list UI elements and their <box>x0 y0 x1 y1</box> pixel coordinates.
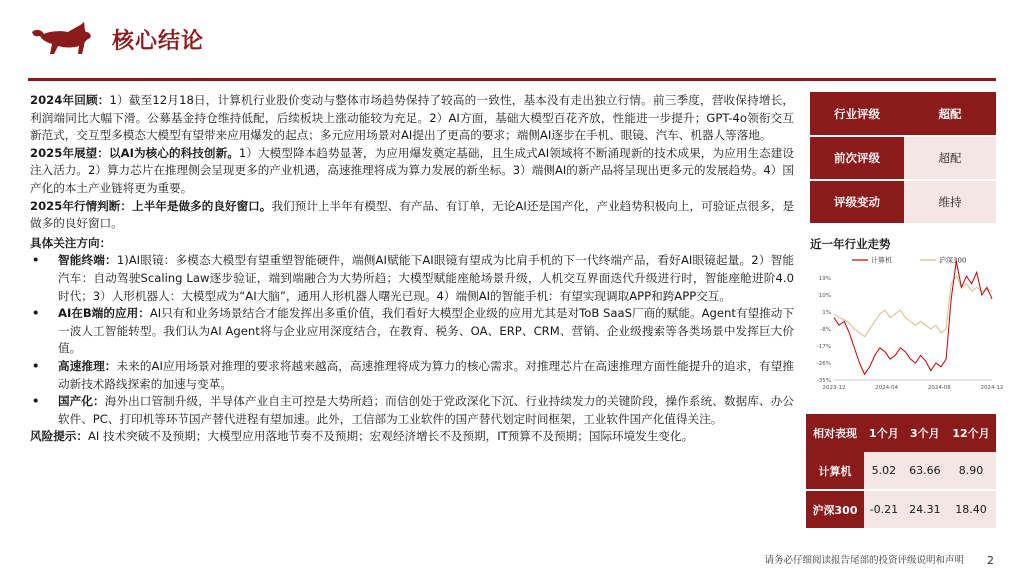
list-item <box>30 393 794 428</box>
brand-logo <box>28 18 94 58</box>
rating-value: 超配 <box>904 92 996 136</box>
chart-legend <box>852 256 966 265</box>
trend-chart <box>808 252 1004 396</box>
rating-label: 前次评级 <box>810 136 904 180</box>
table-header-cell: 1个月 <box>864 414 904 452</box>
x-tick-label: 2024-08 <box>927 385 951 391</box>
market-judgement-paragraph <box>30 198 794 233</box>
main-content <box>30 92 794 446</box>
y-tick-label: -8% <box>820 327 831 334</box>
list-item <box>30 305 794 358</box>
risk-paragraph <box>30 428 794 446</box>
bullet-body: AI只有和业务场景结合才能发挥出多重价值，我们看好大模型企业级的应用尤其是对ToB SaaS厂商的赋能。Agent有望推动下一波人工智能转型。我们认为AI Agent将与企业应用深度结合，在教育、税务、OA、ERP、CRM、营销、企业级搜索等各类场景中发挥巨大价值。 <box>58 306 794 356</box>
table-header-cell: 12个月 <box>946 414 996 452</box>
table-cell: 5.02 <box>864 452 904 490</box>
y-tick-label: 10% <box>818 293 831 300</box>
table-row <box>806 490 996 528</box>
focus-heading: 具体关注方向： <box>30 235 112 250</box>
review-lead: 2024年回顾： <box>30 93 110 107</box>
table-row <box>810 136 996 180</box>
table-cell: -0.21 <box>864 490 904 528</box>
bullet-body: 海外出口管制升级，半导体产业自主可控是大势所趋；而信创处于党政深化下沉、行业持续发力的关键阶段，操作系统、数据库、办公软件、PC、打印机等环节国产替代进程有望加速。此外，工信部为工业软件的国产替代划定时间框架，工业软件国产化值得关注。 <box>58 394 794 426</box>
y-tick-label: 1% <box>822 310 831 317</box>
outlook-lead: 2025年展望：以AI为核心的科技创新。 <box>30 145 239 160</box>
table-row <box>810 92 996 136</box>
table-cell: 18.40 <box>946 490 996 528</box>
y-tick-label: 19% <box>818 276 831 283</box>
risk-body: AI 技术突破不及预期；大模型应用落地节奏不及预期；宏观经济增长不及预期，IT预算不及预期；国际环境发生变化。 <box>87 429 694 444</box>
title-divider <box>28 78 996 81</box>
rating-label: 评级变动 <box>810 180 904 224</box>
bullet-body: 未来的AI应用场景对推理的要求将越来越高，高速推理将成为算力的核心需求。对推理芯片在高速推理方面性能提升的追求，有望推动新技术路线探索的加速与变革。 <box>58 358 794 391</box>
market-judgement-body: 我们预计上半年有模型、有产品、有订单，无论AI还是国产化，产业趋势积极向上，可验证点很多，是做多的良好窗口。 <box>30 198 794 231</box>
risk-lead: 风险提示： <box>30 429 88 444</box>
review-body: 1）截至12月18日，计算机行业股价变动与整体市场趋势保持了较高的一致性，基本没有走出独立行情。前三季度，营收保持增长，利润端同比大幅下滑。公募基金持仓维持低配，后续板块上涨动能较为充足。2）AI方面，基础大模型百花齐放，性能进一步提升；GPT-4o领衔交互新范式，交互型多模态大模型有望带来应用爆发的起点；多元应用场景对AI提出了更高的要求；端侧AI逐步在手机、眼镜、汽车、机器人等落地。 <box>30 93 794 143</box>
bullet-lead: 智能终端： <box>58 253 117 268</box>
review-paragraph <box>30 92 794 145</box>
x-tick-label: 2024-12 <box>980 385 1004 391</box>
bullet-lead: 国产化： <box>58 394 105 409</box>
page-title: 核心结论 <box>112 29 205 54</box>
outlook-body: 1）大模型降本趋势显著，为应用爆发奠定基础，且生成式AI领域将不断涌现新的技术成果，为应用生态建设注入活力。2）算力芯片在推理侧会呈现更多的产业机遇，高速推理将成为算力发展的新坐标。3）端侧AI的新产品将呈现出更多元的发展趋势。4）国产化的本土产业链将更为重要。 <box>30 145 794 195</box>
x-tick-label: 2023-12 <box>822 385 846 391</box>
table-cell: 8.90 <box>946 452 996 490</box>
list-item <box>30 252 794 305</box>
bullet-lead: 高速推理： <box>58 358 117 373</box>
table-row <box>806 452 996 490</box>
page-number: 2 <box>987 554 994 567</box>
y-tick-label: -35% <box>816 378 831 385</box>
rating-table <box>810 92 996 225</box>
y-tick-label: -17% <box>816 344 831 351</box>
trend-chart-title: 近一年行业走势 <box>810 237 891 251</box>
outlook-paragraph <box>30 145 794 198</box>
market-judgement-lead: 2025年行情判断：上半年是做多的良好窗口。 <box>30 198 272 213</box>
table-header-cell: 3个月 <box>904 414 946 452</box>
legend-label: 沪深300 <box>939 256 967 265</box>
y-tick-label: -26% <box>816 361 831 368</box>
series-line <box>834 276 992 337</box>
table-header-row <box>806 414 996 452</box>
legend-label: 计算机 <box>871 256 892 265</box>
rating-value: 维持 <box>904 180 996 224</box>
focus-list <box>30 252 794 428</box>
table-cell: 63.66 <box>904 452 946 490</box>
list-item <box>30 358 794 393</box>
row-header: 计算机 <box>806 452 864 490</box>
bullet-body: 1)AI眼镜：多模态大模型有望重塑智能硬件，端侧AI赋能下AI眼镜有望成为比肩手机的下一代终端产品，看好AI眼镜起量。2）智能汽车：自动驾驶Scaling Law逐步验证，端到端融合为大势所趋；大模型赋能座舱场景升级，人机交互界面迭代升级进行时，智能座舱进阶4.0时代；3）人形机器人：大模型成为“AI大脑”，通用人形机器人曙光已现。4）端侧AI的智能手机：有望实现调取APP和跨APP交互。 <box>58 253 794 303</box>
bullet-lead: AI在B端的应用： <box>58 306 150 321</box>
series-line <box>834 261 992 374</box>
relative-performance-table <box>806 414 996 528</box>
table-cell: 24.31 <box>904 490 946 528</box>
table-row <box>810 180 996 224</box>
x-tick-label: 2024-04 <box>875 385 899 391</box>
row-header: 沪深300 <box>806 490 864 528</box>
rating-value: 超配 <box>904 136 996 180</box>
disclaimer: 请务必仔细阅读报告尾部的投资评级说明和声明 <box>764 555 964 566</box>
rating-label: 行业评级 <box>810 92 904 136</box>
table-header-cell: 相对表现 <box>806 414 864 452</box>
